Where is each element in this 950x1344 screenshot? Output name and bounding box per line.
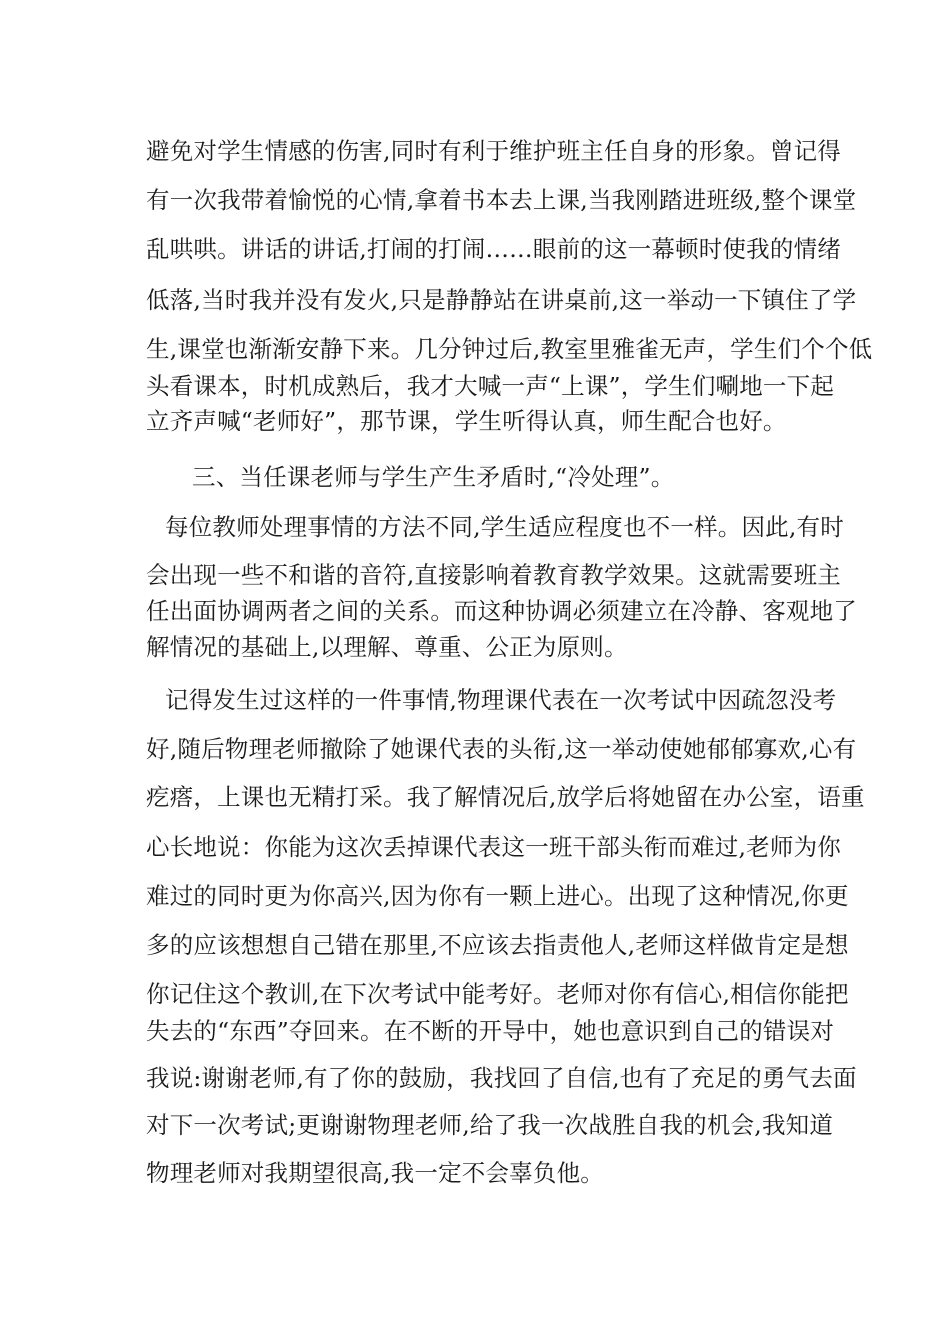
text-line: 避免对学生情感的伤害,同时有利于维护班主任自身的形象。曾记得 <box>146 137 841 165</box>
text-line: 难过的同时更为你高兴,因为你有一颗上进心。出现了这种情况,你更 <box>146 882 849 910</box>
text-line: 多的应该想想自己错在那里,不应该去指责他人,老师这样做肯定是想 <box>146 931 849 959</box>
text-line: 解情况的基础上,以理解、尊重、公正为原则。 <box>146 633 628 661</box>
text-line: 我说:谢谢老师,有了你的鼓励，我找回了自信,也有了充足的勇气去面 <box>146 1064 857 1092</box>
text-line: 有一次我带着愉悦的心情,拿着书本去上课,当我刚踏进班级,整个课堂 <box>146 186 857 214</box>
text-line: 记得发生过这样的一件事情,物理课代表在一次考试中因疏忽没考 <box>165 686 837 714</box>
text-line: 乱哄哄。讲话的讲话,打闹的打闹……眼前的这一幕顿时使我的情绪 <box>146 235 841 263</box>
text-line: 物理老师对我期望很高,我一定不会辜负他。 <box>146 1159 604 1187</box>
text-line: 心长地说：你能为这次丢掉课代表这一班干部头衔而难过,老师为你 <box>146 833 841 861</box>
text-line: 生,课堂也渐渐安静下来。几分钟过后,教室里雅雀无声，学生们个个低 <box>146 335 873 363</box>
section-heading: 三、当任课老师与学生产生矛盾时,“冷处理”。 <box>192 463 675 491</box>
text-line: 立齐声喊“老师好”，那节课，学生听得认真，师生配合也好。 <box>146 407 787 435</box>
text-line: 好,随后物理老师撤除了她课代表的头衔,这一举动使她郁郁寡欢,心有 <box>146 735 857 763</box>
text-line: 失去的“东西”夺回来。在不断的开导中，她也意识到自己的错误对 <box>146 1017 835 1045</box>
text-line: 每位教师处理事情的方法不同,学生适应程度也不一样。因此,有时 <box>165 513 844 541</box>
text-line: 头看课本，时机成熟后，我才大喊一声“上课”，学生们唰地一下起 <box>146 372 835 400</box>
text-line: 对下一次考试;更谢谢物理老师,给了我一次战胜自我的机会,我知道 <box>146 1111 834 1139</box>
text-line: 低落,当时我并没有发火,只是静静站在讲桌前,这一举动一下镇住了学 <box>146 286 857 314</box>
text-line: 会出现一些不和谐的音符,直接影响着教育教学效果。这就需要班主 <box>146 561 841 589</box>
text-line: 任出面协调两者之间的关系。而这种协调必须建立在冷静、客观地了 <box>146 597 857 625</box>
text-line: 你记住这个教训,在下次考试中能考好。老师对你有信心,相信你能把 <box>146 980 849 1008</box>
text-line: 疙瘩，上课也无精打采。我了解情况后,放学后将她留在办公室，语重 <box>146 783 865 811</box>
